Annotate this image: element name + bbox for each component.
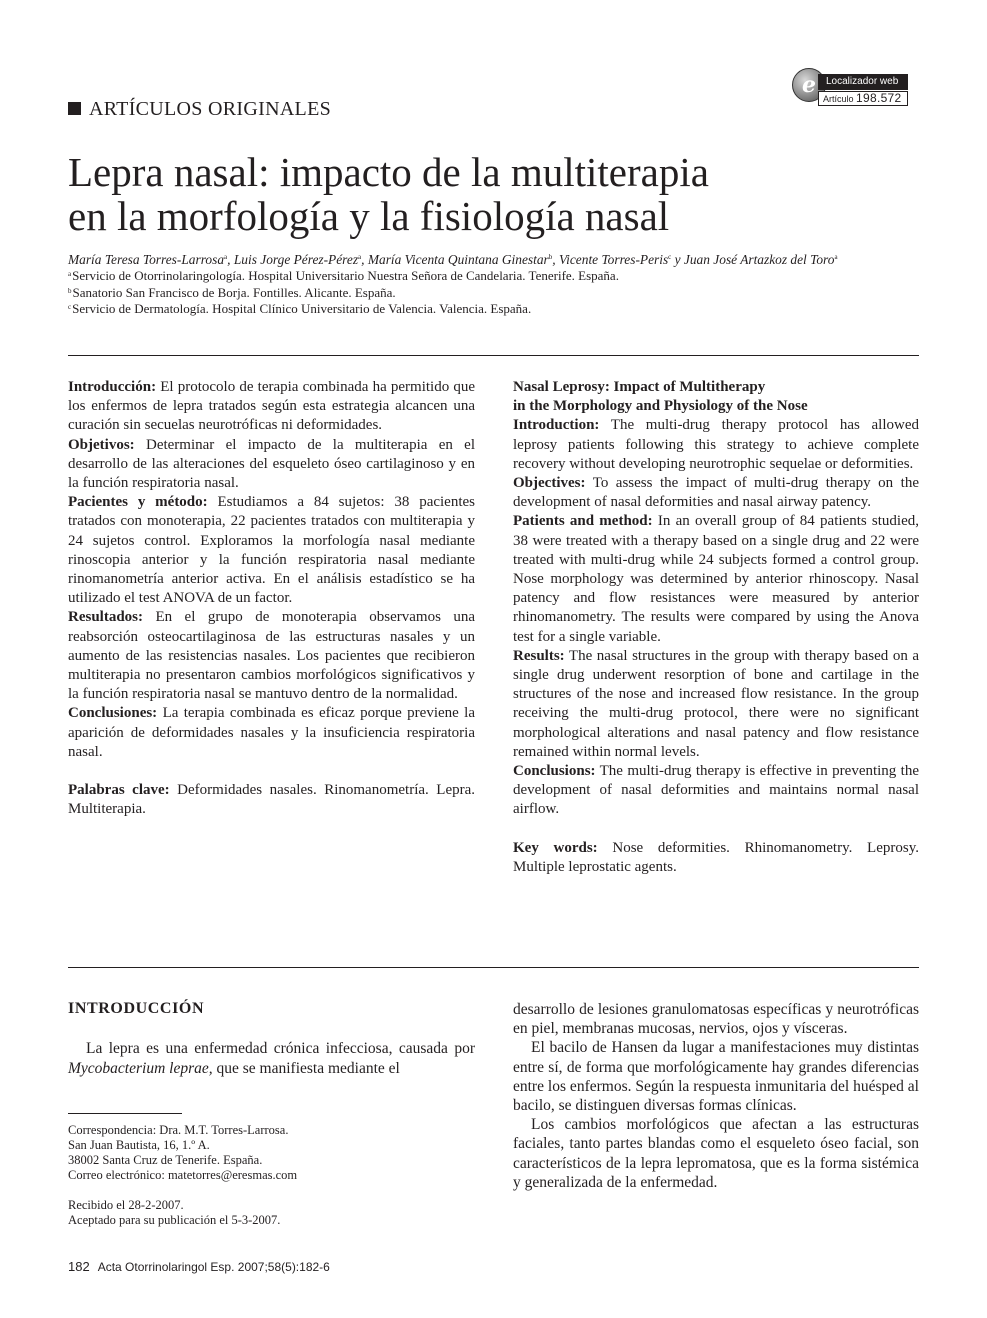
divider-top [68,355,919,356]
abstract-en-title [513,378,919,416]
journal-citation: Acta Otorrinolaringol Esp. 2007;58(5):182-6 [97,1260,330,1274]
abstract-es [68,378,475,819]
address-line-1: San Juan Bautista, 16, 1.º A. [68,1138,210,1152]
abstract-en-methods [513,512,919,646]
email: Correo electrónico: matetorres@eresmas.com [68,1168,298,1182]
affiliation-text: Sanatorio San Francisco de Borja. Fontilles. Alicante. España. [72,285,396,300]
abstract-en-objectives [513,474,919,512]
intro-p1-species: Mycobacterium leprae, [68,1060,213,1077]
article-id-box [818,91,908,106]
intro-paragraph-2: El bacilo de Hansen da lugar a manifestaciones muy distintas entre sí, de forma que morfológicamente hay grandes diferencias entre los enfermos. Según la respuesta inmunitaria del huésped al bacilo, se distinguen diversas formas clínicas. [513,1039,919,1115]
abstract-en [513,378,919,877]
divider-bottom [68,967,919,968]
author-sup: a [834,253,838,261]
title-line-2: en la morfología y la fisiología nasal [68,193,670,239]
address-line-2: 38002 Santa Cruz de Tenerife. España. [68,1153,263,1167]
abstract-es-results-label: Resultados: [68,609,144,626]
abstract-es-methods-label: Pacientes y método: [68,494,208,511]
abstract-es-results [68,608,475,704]
author-sup: a [224,253,228,261]
affiliation [68,299,928,317]
abstract-es-kw-text: Deformidades nasales. Rinomanometría. Lepra. Multiterapia. [68,782,475,818]
abstract-en-methods-text: In an overall group of 84 patients studied, 38 were treated with a therapy based on a single drug and 22 were treated with multi-drug while 24 subjects formed a control group. Nose morphology was determined by anterior rhinoscopy. Nasal patency and flow resistances were measured by anterior rhinomanometry. The results were compared by using the Anova test for a single variable. [513,513,920,645]
abstract-es-kw-label: Palabras clave: [68,782,170,799]
author-name: Vicente Torres-Peris [558,252,669,267]
abstract-es-intro-label: Introducción: [68,379,157,395]
author-sep: y [671,252,684,267]
abstract-en-conclusions [513,762,919,820]
abstract-es-results-text: En el grupo de monoterapia observamos una reabsorción osteocartilaginosa de las estructuras nasales y un aumento de las resistencias nasales. Los pacientes que recibieron multiterapia no presentaron cambios morfológicos significativos y la función respiratoria nasal se mantuvo dentro de la normalidad. [68,609,475,703]
footnotes [68,1123,468,1228]
section-label [68,98,331,121]
intro-column-left [68,1039,475,1079]
author-name: María Teresa Torres-Larrosa [68,252,225,267]
abstract-en-results [513,647,919,762]
author-sup: b [548,253,553,261]
abstract-en-intro [513,416,919,474]
article-title [68,150,928,238]
affiliation-text: Servicio de Otorrinolaringología. Hospital Universitario Nuestra Señora de Candelaria. Tenerife. España. [72,268,619,283]
affiliation [68,266,928,284]
abstract-en-obj-text: To assess the impact of multi-drug therapy on the development of nasal deformities and nasal airway patency. [513,475,919,511]
abstract-es-concl-label: Conclusiones: [68,705,158,722]
article-number: 198.572 [856,91,902,105]
abstract-es-methods [68,493,475,608]
abstract-es-objectives [68,436,475,494]
abstract-en-kw-label: Key words: [513,839,598,856]
footnote-rule [68,1113,182,1114]
abstract-en-keywords [513,839,919,877]
intro-paragraph-1-cont: desarrollo de lesiones granulomatosas específicas y neurotróficas en piel, membranas mucosas, nervios, ojos y vísceras. [513,1001,919,1038]
author-sep: , [361,252,368,267]
abstract-en-concl-label: Conclusions: [513,763,596,780]
abstract-es-concl-text: La terapia combinada es eficaz porque previene la aparición de deformidades nasales y la insuficiencia respiratoria nasal. [68,705,475,760]
abstract-en-obj-label: Objectives: [513,475,586,492]
web-locator-label: Localizador web [818,74,908,90]
e-logo-icon: e [792,68,826,102]
abstract-en-intro-label: Introduction: [513,417,600,434]
abstract-en-intro-text: The multi-drug therapy protocol has allowed leprosy patients following this strategy to achieve complete recovery without developing neurotrophic sequelae or deformities. [513,417,919,472]
abstract-es-conclusions [68,704,475,762]
abstract-en-results-text: The nasal structures in the group with therapy based on a single drug underwent resorption of bone and cartilage in the structures of the nose and increased flow resistance. In the group receiving the multi-drug protocol, there were no significant morphological alterations and nasal patency and flow resistance remained within normal levels. [513,647,919,760]
author-sep: , [552,252,559,267]
abstract-es-keywords [68,781,475,819]
abstract-en-title-line-2: in the Morphology and Physiology of the Nose [513,398,808,415]
intro-paragraph-1 [68,1039,475,1079]
abstract-es-intro [68,378,475,436]
abstract-en-kw-text: Nose deformities. Rhinomanometry. Leprosy. Multiple leprostatic agents. [513,839,919,875]
title-line-1: Lepra nasal: impacto de la multiterapia [68,149,709,195]
abstract-en-title-line-1: Nasal Leprosy: Impact of Multitherapy [513,379,766,395]
affiliation-sup: c [68,303,72,311]
page-number: 182 [68,1259,90,1274]
affiliation-sup: b [68,287,72,295]
intro-p1-text: La lepra es una enfermedad crónica infecciosa, causada por [86,1040,475,1057]
affiliation-text: Servicio de Dermatología. Hospital Clínico Universitario de Valencia. Valencia. España. [72,301,532,316]
abstract-en-methods-label: Patients and method: [513,513,653,530]
intro-column-right [513,1000,919,1192]
author-sup: c [668,253,672,261]
web-locator-badge [792,68,916,108]
abstract-es-obj-label: Objetivos: [68,436,135,453]
article-label: Artículo [823,94,854,104]
abstract-en-concl-text: The multi-drug therapy is effective in preventing the development of nasal deformities and maintains normal nasal airflow. [513,763,919,818]
author-sup: a [358,253,362,261]
intro-paragraph-3: Los cambios morfológicos que afectan a las estructuras faciales, tanto partes blandas como el esqueleto óseo facial, son característicos de la lepra lepromatosa, que es la forma sistémica y generalizada de la enfermedad. [513,1116,919,1191]
abstract-es-obj-text: Determinar el impacto de la multiterapia en el desarrollo de las alteraciones del esqueleto óseo cartilaginoso y en la función respiratoria nasal. [68,436,475,492]
page-footer [68,1259,330,1275]
received-date: Recibido el 28-2-2007. [68,1198,184,1212]
square-bullet-icon [68,102,81,115]
author-name: Juan José Artazkoz del Toro [683,252,835,267]
author-name: María Vicenta Quintana Ginestar [367,252,549,267]
correspondence: Correspondencia: Dra. M.T. Torres-Larrosa. [68,1123,289,1137]
abstract-es-methods-text: Estudiamos a 84 sujetos: 38 pacientes tratados con monoterapia, 22 pacientes tratados con multiterapia y 24 sujetos control. Exploramos la morfología nasal mediante rinoscopia anterior y la función respiratoria nasal mediante rinomanometría anterior activa. En el análisis estadístico se ha utilizado el test ANOVA de un factor. [68,494,476,607]
section-label-text: ARTÍCULOS ORIGINALES [89,98,332,120]
abstract-es-intro-text: El protocolo de terapia combinada ha permitido que los enfermos de lepra tratados según esta estrategia alcancen una curación sin secuelas neurotróficas ni deformidades. [68,379,475,434]
intro-p1-text-end: que se manifiesta mediante el [212,1060,400,1077]
intro-heading: INTRODUCCIÓN [68,1000,205,1017]
affiliation-sup: a [68,270,72,278]
abstract-en-results-label: Results: [513,647,565,664]
accepted-date: Aceptado para su publicación el 5-3-2007. [68,1213,281,1227]
author-sep: , [227,252,234,267]
author-name: Luis Jorge Pérez-Pérez [233,252,359,267]
